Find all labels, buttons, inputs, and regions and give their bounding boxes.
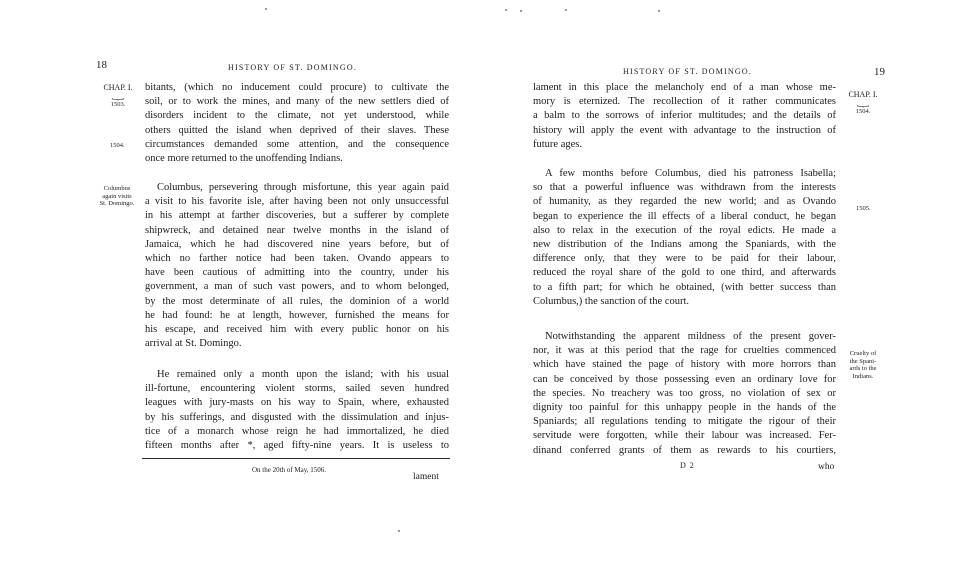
catchword: who — [818, 462, 835, 472]
signature-mark: D 2 — [680, 461, 695, 470]
scan-speck — [520, 10, 522, 12]
paragraph: lament in this place the melancholy end of a man whose me- mory is eternized. The recollection of it rather communicates a balm to the sorrows of inferior multitudes; and the details of history will apply the event with advantage to the instruction of future ages. — [533, 82, 836, 150]
paragraph: bitants, (which no inducement could procure) to cultivate the soil, or to work the mines, and many of the new settlers died of disorders incident to the climate, not yet understood, while others quitted the island when deprived of their slaves. These circumstances demanded some attention, and the consequence once more returned to the unoffending Indians. — [145, 82, 449, 164]
footnote: On the 20th of May, 1506. — [252, 466, 327, 474]
margin-note: Cruelty of the Spani- ards to the Indians. — [849, 350, 877, 380]
running-head: HISTORY OF ST. DOMINGO. — [623, 67, 753, 76]
page-number: 18 — [96, 59, 107, 71]
margin-note: Columbus again visits St. Domingo. — [99, 185, 135, 207]
scan-speck — [505, 9, 507, 11]
right-page — [490, 0, 980, 564]
year-note: 1503. — [110, 101, 126, 108]
paragraph: A few months before Columbus, died his patroness Isabella; so that a powerful influence was withdrawn from the interests of humanity, as they regarded the new world; and as Ovando began to experience the ill effects of a liberal conduct, he began also to relax in the execution of the royal edicts. He made a new distribution of the Indians among the Spaniards, with the difference only, that they were to be paid for their labour, reduced the royal share of the gold to one third, and afterwards to a fifth part; for which he obtained, (with better success than Columbus,) the sanction of the court. — [533, 168, 836, 307]
scan-speck — [265, 8, 267, 10]
scan-speck — [398, 530, 400, 532]
scan-speck — [658, 10, 660, 12]
year-note: 1504. — [110, 142, 125, 149]
paragraph: Notwithstanding the apparent mildness of the present gover- nor, it was at this period that the rage for cruelties commenced which have stained the page of history with more horrors than can be conceived by those possessing even an ordinary love for the species. No treachery was too gross, no violation of sex or dignity too painful for this unhappy people in the hands of the Spaniards; all regulations tending to mitigate the rigour of their servitude were forgotten, while their labour was increased. Fer- dinand conferred grants of them as rewards to his courtiers, — [533, 331, 836, 456]
year-note: 1505. — [856, 205, 871, 212]
running-head: HISTORY OF ST. DOMINGO. — [228, 63, 358, 72]
scan-speck — [565, 9, 567, 11]
chapter-marginal — [97, 83, 139, 109]
brace-icon: ⏟ — [111, 90, 125, 100]
footnote-rule — [142, 458, 450, 459]
brace-icon: ⏟ — [856, 97, 870, 107]
catchword: lament — [413, 472, 439, 482]
paragraph: Columbus, persevering through misfortune, this year again paid a visit to his favorite isle, after having been not only unsuccessful in his attempt at farther discoveries, but a sufferer by complete shipwreck, and detained near twelve months in the island of Jamaica, which he had discovered nine years before, but of which no farther notice had been taken. Ovando appears to have been cautious of admitting into the country, under his government, a man of such vast powers, and to whom belonged, by the most determinate of all rules, the dominion of a world he had found: he at length, however, furnished the means for his escape, and received him with every public honor on his arrival at St. Domingo. — [145, 182, 449, 350]
page-number: 19 — [874, 66, 885, 78]
chapter-label: CHAP. I. — [103, 83, 133, 92]
year-note: 1504. — [855, 108, 871, 115]
paragraph: He remained only a month upon the island; with his usual ill-fortune, encountering violent storms, sailed seven hundred leagues with jury-masts on his way to Spain, where, exhausted by his sufferings, and disgusted with the dissimulation and injus- tice of a monarch whose reign he had immortalized, he died fifteen months after *, aged fifty-nine years. It is useless to — [145, 369, 449, 451]
chapter-label: CHAP. I. — [848, 90, 878, 99]
chapter-marginal — [842, 90, 884, 116]
